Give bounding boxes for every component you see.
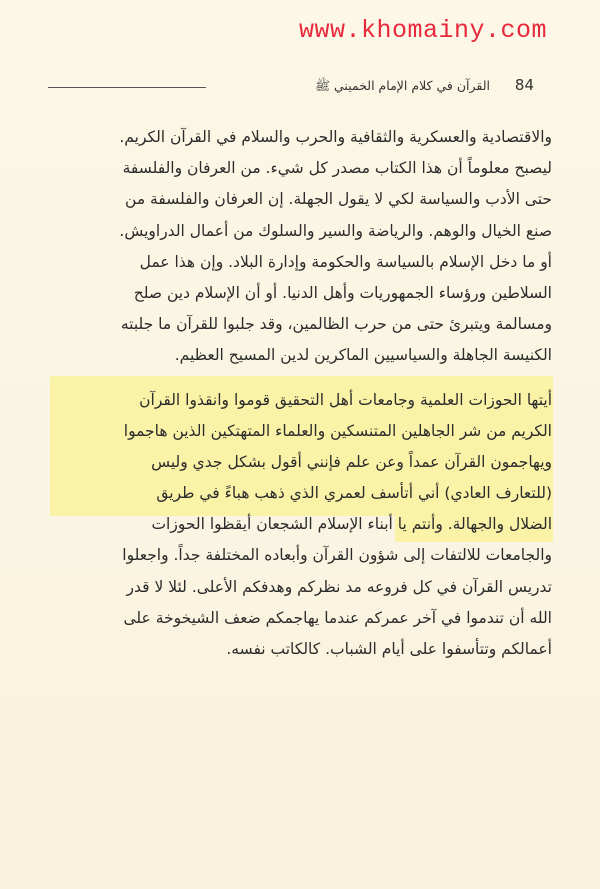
text-line: أيتها الحوزات العلمية وجامعات أهل التحقيق قوموا وانقذوا القرآن (139, 390, 552, 409)
body-text (56, 122, 552, 665)
header-rule (48, 87, 206, 88)
running-title: القرآن في كلام الإمام الخميني ﷺ (314, 78, 490, 93)
text-line: ويهاجمون القرآن عمداً وعن علم فإنني أقول بشكل جدي وليس (151, 452, 552, 471)
text-line: تدريس القرآن في كل فروعه مد نظركم وهدفكم الأعلى. لئلا لا قدر (126, 577, 552, 596)
text-line: الضلال والجهالة. وأنتم يا أبناء الإسلام الشجعان أيقظوا الحوزات (151, 515, 552, 534)
text-line: والجامعات للالتفات إلى شؤون القرآن وأبعاده المختلفة جداً. واجعلوا (122, 546, 552, 565)
text-line: الكنيسة الجاهلة والسياسيين الماكرين لدين المسيح العظيم. (174, 346, 552, 365)
text-line: ومسالمة ويتبرئ حتى من حرب الظالمين، وقد جلبوا للقرآن ما جلبته (120, 315, 552, 334)
text-line: الله أن تندموا في آخر عمركم عندما يهاجمكم ضعف الشيخوخة على (123, 608, 552, 627)
paragraph-1 (56, 122, 552, 372)
paragraph-2 (56, 385, 552, 666)
text-line: صنع الخيال والوهم. والرياضة والسير والسلوك من أعمال الدراويش. (119, 221, 552, 240)
text-line: ليصبح معلوماً أن هذا الكتاب مصدر كل شيء. من العرفان والفلسفة (122, 159, 552, 178)
site-watermark: www.khomainy.com (298, 16, 548, 45)
text-line: السلاطين ورؤساء الجمهوريات وأهل الدنيا. أو أن الإسلام دين صلح (133, 283, 552, 302)
text-line: أعمالكم وتتأسفوا على أيام الشباب. كالكاتب نفسه. (226, 640, 552, 658)
text-line: الكريم من شر الجاهلين المتنسكين والعلماء المتهتكين الذين هاجموا (123, 421, 552, 440)
page-header (48, 70, 534, 104)
text-line: أو ما دخل الإسلام بالسياسة والحكومة وإدارة البلاد. وإن هذا عمل (139, 252, 552, 271)
page-number: 84 (514, 76, 534, 94)
text-line: والاقتصادية والعسكرية والثقافية والحرب والسلام في القرآن الكريم. (119, 128, 552, 146)
text-line: حتى الأدب والسياسة لكي لا يقول الجهلة. إن العرفان والفلسفة من (125, 190, 552, 209)
text-line: (للتعارف العادي) أني أتأسف لعمري الذي ذهب هباءً في طريق (156, 484, 552, 503)
